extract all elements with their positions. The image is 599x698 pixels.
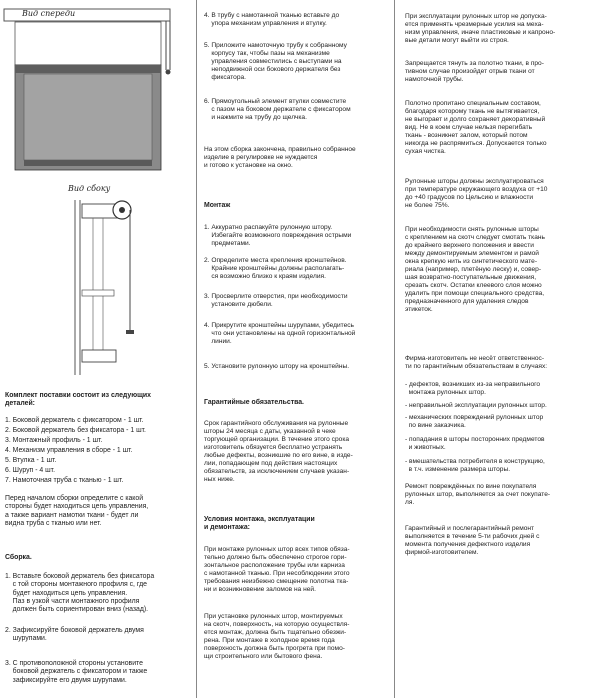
conditions-paragraph: При установке рулонных штор, монтируемых на скотч, поверхность, на которую осуществля- ется монтаж, должна быть тщательно обезжи- рена. При монтаже в холодное время года поверхность должна быть прогрета при помо- щи строительного или бытового фена.	[204, 613, 350, 660]
kit-item: 6. Шуруп - 4 шт.	[5, 467, 55, 474]
warranty-text: Срок гарантийного обслуживания на рулонные шторы 24 месяца с даты, указанной в чеке торгующей организации. В течение этого срока изготовитель обязуется бесплатно устранять любые дефекты, возникшие по его вине, в изде- лии, попадающем под действия настоящих обязательств, за исключением случаев указан- ных ниже.	[204, 420, 353, 483]
operation-paragraph: При необходимости снять рулонные шторы с креплением на скотч следует смотать ткань до крайнего верхнего положения и ввести между демонтируемым элементом и рамой окна крепкую нить из синтетического мате- риала (например, плетёную леску) и, совер- шая возвратно-поступательные движения, срезать скотч. Остатки клеевого слоя можно удалить при помощи специального средства, предназначенного для удаления следов этикеток.	[405, 226, 545, 313]
operation-paragraph: Рулонные шторы должны эксплуатироваться при температуре окружающего воздуха от +10 до +40 градусов по Цельсию и влажности не более 75%.	[405, 178, 548, 209]
front-view-drawing	[0, 0, 196, 190]
liability-item: - дефектов, возникших из-за неправильного монтажа рулонных штор.	[405, 381, 541, 396]
assembly-step: 6. Прямоугольный элемент втулки совместите с пазом на боковом держателе с фиксатором и нажмите на трубу до щелчка.	[204, 98, 351, 121]
mount-step: 5. Установите рулонную штору на кронштейны.	[204, 363, 350, 370]
conditions-title: Условия монтажа, эксплуатации и демонтажа:	[204, 516, 315, 532]
side-view-drawing	[0, 180, 196, 380]
kit-item: 5. Втулка - 1 шт.	[5, 457, 57, 464]
operation-paragraph: Запрещается тянуть за полотно ткани, в про- тивном случае произойдет отрыв ткани от намоточной трубы.	[405, 60, 544, 83]
assembly-done-note: На этом сборка закончена, правильно собранное изделие в регулировке не нуждается и готово к установке на окно.	[204, 146, 356, 169]
warranty-title: Гарантийные обязательства.	[204, 399, 304, 406]
kit-item: 7. Намоточная труба с тканью - 1 шт.	[5, 477, 124, 484]
repair-paragraph: Ремонт повреждённых по вине покупателя рулонных штор, выполняется за счет покупате- ля.	[405, 483, 551, 506]
front-view-label: Вид спереди	[22, 9, 76, 18]
column-middle	[197, 0, 394, 698]
mount-step: 4. Прикрутите кронштейны шурупами, убедитесь что они установлены на одной горизонтальной линии.	[204, 322, 356, 345]
liability-item: - неправильной эксплуатации рулонных штор.	[405, 402, 547, 409]
column-right	[395, 0, 599, 698]
kit-item: 2. Боковой держатель без фиксатора - 1 шт.	[5, 427, 146, 434]
mount-step: 2. Определите места крепления кронштейнов. Крайние кронштейны должны располагать- ся возможно близко к краям изделия.	[204, 257, 347, 280]
kit-item: 4. Механизм управления в сборе - 1 шт.	[5, 447, 133, 454]
assembly-step: 4. В трубу с намотанной тканью вставьте до упора механизм управления и втулку.	[204, 12, 340, 27]
kit-title: Комплект поставки состоит из следующих деталей:	[5, 392, 151, 408]
column-left	[0, 0, 196, 698]
side-view-label: Вид сбоку	[68, 184, 111, 193]
repair-paragraph: Гарантийный и послегарантийный ремонт выполняется в течение 5-ти рабочих дней с момента получения дефектного изделия фирмой-изготовителем.	[405, 525, 540, 556]
mount-step: 1. Аккуратно распакуйте рулонную штору. Избегайте возможного повреждения острыми предметами.	[204, 224, 352, 247]
kit-item: 3. Монтажный профиль - 1 шт.	[5, 437, 103, 444]
intro-text: Перед началом сборки определите с какой стороны будет находиться цепь управления, а также вариант намотки ткани - будет ли видна труба с тканью или нет.	[5, 495, 149, 527]
liability-intro: Фирма-изготовитель не несёт ответственнос- ти по гарантийным обязательствам в случаях:	[405, 355, 548, 370]
assembly-step: 2. Зафиксируйте боковой держатель двумя шурупами.	[5, 627, 144, 643]
liability-item: - попадания в шторы посторонних предметов и животных.	[405, 436, 545, 451]
operation-paragraph: При эксплуатации рулонных штор не допуска- ется применять чрезмерные усилия на меха- низм управления, иначе пластиковые и капроно- вые детали могут выйти из строя.	[405, 13, 556, 44]
assembly-step: 5. Приложите намоточную трубу к собранному корпусу так, чтобы пазы на механизме управления совместились с выступами на неподвижной оси бокового держателя без фиксатора.	[204, 42, 347, 81]
assembly-step: 3. С противоположной стороны установите боковой держатель с фиксатором и также зафиксируйте его двумя шурупами.	[5, 660, 148, 684]
conditions-paragraph: При монтаже рулонных штор всех типов обяза- тельно должно быть обеспечено строгое гори- зонтальное расположение трубы или карниза с намотанной тканью. При несоблюдении этого требования неизбежно смещение полотна тка- ни и возникновение заломов на ней.	[204, 546, 350, 593]
liability-item: - механических повреждений рулонных штор по вине заказчика.	[405, 414, 544, 429]
mount-title: Монтаж	[204, 202, 231, 209]
liability-item: - вмешательства потребителя в конструкцию, в т.ч. изменение размера шторы.	[405, 458, 545, 473]
assembly-step: 1. Вставьте боковой держатель без фиксатора с той стороны монтажного профиля с, где будет находиться цепь управления. Паз в узкой части монтажного профиля должен быть сориентирован вниз (назад).	[5, 573, 155, 614]
mount-step: 3. Просверлите отверстия, при необходимости установите дюбели.	[204, 293, 348, 308]
assembly-title: Сборка.	[5, 554, 32, 561]
kit-item: 1. Боковой держатель с фиксатором - 1 шт.	[5, 417, 144, 424]
operation-paragraph: Полотно пропитано специальным составом, благодаря которому ткань не вытягивается, не выгорает и долго сохраняет декоративный вид. Не в коем случае нельзя перегибать ткань - возникнет залом, который потом никогда не распрямиться. Допускается только сухая чистка.	[405, 100, 547, 155]
